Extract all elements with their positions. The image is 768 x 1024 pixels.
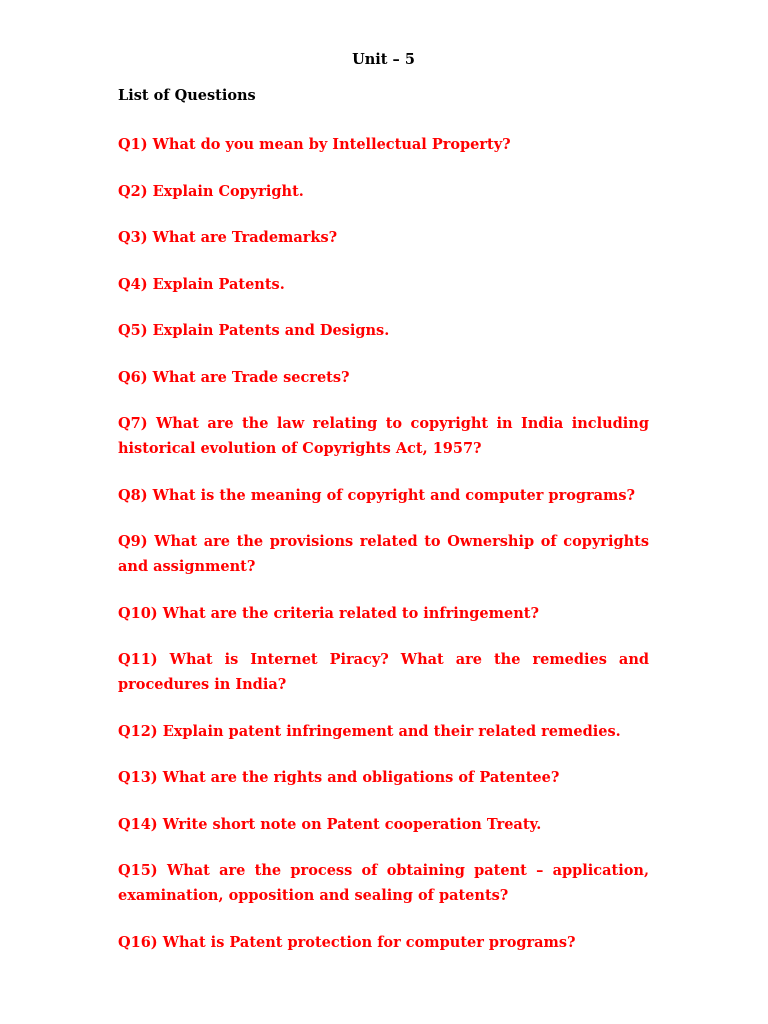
document-page [118, 50, 649, 976]
question-item: Q7) What are the law relating to copyright in India including historical evolution of Copyrights Act, 1957? [118, 415, 649, 457]
question-item: Q2) Explain Copyright. [118, 182, 304, 200]
list-heading: List of Questions [118, 87, 256, 104]
question-item: Q11) What is Internet Piracy? What are the remedies and procedures in India? [118, 651, 649, 693]
question-item: Q15) What are the process of obtaining patent – application, examination, opposition and sealing of patents? [118, 862, 649, 904]
question-item: Q4) Explain Patents. [118, 275, 285, 293]
question-item: Q10) What are the criteria related to infringement? [118, 604, 539, 622]
question-item: Q1) What do you mean by Intellectual Property? [118, 136, 511, 153]
question-item: Q14) Write short note on Patent cooperation Treaty. [118, 815, 542, 833]
question-item: Q9) What are the provisions related to Ownership of copyrights and assignment? [118, 533, 649, 575]
question-item: Q6) What are Trade secrets? [118, 368, 350, 386]
question-item: Q5) Explain Patents and Designs. [118, 322, 390, 339]
question-item: Q12) Explain patent infringement and their related remedies. [118, 722, 621, 740]
question-list [118, 132, 649, 955]
question-item: Q8) What is the meaning of copyright and computer programs? [118, 486, 636, 504]
question-item: Q13) What are the rights and obligations of Patentee? [118, 769, 560, 786]
question-item: Q3) What are Trademarks? [118, 229, 338, 246]
question-item: Q16) What is Patent protection for computer programs? [118, 933, 576, 951]
unit-title: Unit – 5 [352, 51, 415, 68]
